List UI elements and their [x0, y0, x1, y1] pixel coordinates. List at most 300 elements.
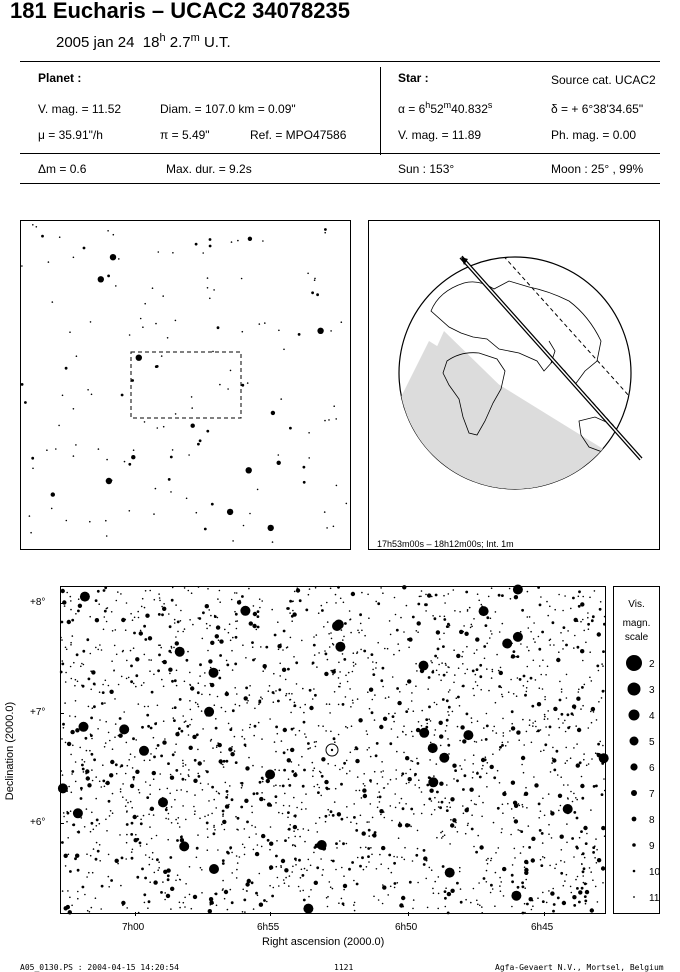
star-dot: [342, 767, 344, 769]
star-dot: [179, 907, 181, 909]
star-dot: [567, 713, 570, 716]
star-dot: [546, 601, 548, 603]
star-delta: δ = + 6°38'34.65": [551, 102, 644, 116]
star-dot: [353, 662, 355, 664]
star-dot: [260, 646, 262, 648]
star-dot: [175, 641, 179, 645]
star-dot: [479, 664, 482, 667]
star-dot: [86, 876, 88, 878]
star-dot: [176, 839, 179, 842]
star-dot: [388, 868, 390, 870]
star-dot: [557, 774, 559, 776]
star-dot: [150, 727, 153, 730]
star-dot: [445, 730, 447, 732]
star-dot: [255, 852, 259, 856]
star-dot: [211, 503, 214, 506]
star-dot: [459, 705, 461, 707]
star-dot: [120, 788, 122, 790]
star-dot: [453, 649, 455, 651]
star-dot: [522, 806, 524, 808]
star-dot: [560, 776, 562, 778]
star-dot: [121, 394, 124, 397]
star-dot: [507, 803, 509, 805]
star-dot: [202, 252, 204, 254]
star-dot: [254, 725, 257, 728]
star-dot: [523, 772, 525, 774]
star-dot: [95, 599, 98, 602]
star-dot: [453, 778, 455, 780]
star-dot: [148, 636, 152, 640]
star-dot: [421, 590, 423, 592]
star-dot: [314, 694, 317, 697]
star-dot: [294, 704, 297, 707]
star-dot: [412, 736, 414, 738]
star-dot: [290, 748, 294, 752]
star-dot: [332, 860, 335, 863]
star-dot: [394, 882, 397, 885]
star-dot: [298, 764, 300, 766]
star-dot: [70, 642, 72, 644]
star-dot: [540, 859, 542, 861]
star-dot: [449, 689, 451, 691]
star-dot: [593, 785, 596, 788]
star-dot: [501, 594, 504, 597]
star-dot: [91, 812, 93, 814]
star-dot: [198, 706, 200, 708]
star-dot: [538, 803, 541, 806]
star-dot: [66, 649, 68, 651]
star-dot: [70, 810, 72, 812]
star-dot: [588, 727, 590, 729]
star-dot: [117, 863, 119, 865]
star-dot: [158, 861, 160, 863]
star-dot: [225, 796, 228, 799]
star-dot: [177, 874, 179, 876]
star-dot: [540, 596, 542, 598]
star-dot: [309, 689, 312, 692]
star-dot: [101, 786, 103, 788]
star-dot: [84, 894, 86, 896]
star-dot: [398, 823, 402, 827]
star-dot: [157, 869, 159, 871]
star-dot: [407, 679, 411, 683]
star-dot: [366, 821, 368, 823]
star-dot: [445, 906, 447, 908]
star-dot: [562, 648, 564, 650]
star-dot: [216, 746, 218, 748]
star-dot: [86, 750, 88, 752]
star-dot: [316, 293, 319, 296]
star-dot: [380, 814, 382, 816]
star-dot: [574, 635, 576, 637]
star-dot: [261, 766, 263, 768]
star-dot: [524, 903, 526, 905]
star-dot: [357, 651, 359, 653]
star-dot: [71, 678, 73, 680]
star-dot: [463, 625, 465, 627]
star-dot: [175, 636, 177, 638]
star-dot: [401, 775, 403, 777]
star-dot: [477, 835, 479, 837]
star-dot: [105, 721, 107, 723]
star-dot: [243, 899, 246, 902]
star-dot: [261, 777, 264, 780]
star-dot: [288, 885, 290, 887]
star-dot: [179, 879, 181, 881]
star-dot: [496, 732, 498, 734]
star-dot: [136, 876, 139, 879]
star-dot: [86, 638, 89, 641]
star-dot: [464, 673, 466, 675]
star-dot: [425, 610, 427, 612]
star-dot: [391, 820, 393, 822]
star-dot: [304, 868, 306, 870]
star-dot: [128, 759, 130, 761]
star-dot: [429, 789, 433, 793]
star-dot: [325, 787, 328, 790]
star-dot: [269, 804, 272, 807]
star-dot: [170, 774, 172, 776]
star-dot: [228, 723, 230, 725]
star-dot: [86, 853, 88, 855]
star-dot: [149, 857, 151, 859]
star-dot: [560, 632, 562, 634]
star-dot: [357, 698, 359, 700]
star-dot: [589, 597, 591, 599]
planet-parallax: π = 5.49": [160, 128, 210, 142]
star-dot: [363, 773, 365, 775]
star-dot: [589, 677, 591, 679]
star-dot: [548, 734, 550, 736]
star-dot: [563, 885, 565, 887]
star-dot: [526, 646, 528, 648]
star-dot: [198, 775, 201, 778]
star-dot: [416, 758, 418, 760]
star-dot: [462, 663, 464, 665]
star-dot: [78, 598, 80, 600]
star-dot: [149, 826, 151, 828]
star-dot: [408, 708, 410, 710]
star-dot: [85, 769, 89, 773]
star-dot: [332, 888, 334, 890]
star-dot: [110, 254, 116, 260]
star-dot: [248, 757, 250, 759]
star-dot: [583, 826, 587, 830]
star-dot: [377, 807, 379, 809]
star-dot: [135, 686, 137, 688]
legend-title-vis: Vis.: [628, 599, 645, 610]
star-dot: [80, 592, 90, 602]
star-dot: [498, 594, 501, 597]
star-dot: [503, 895, 505, 897]
star-dot: [305, 736, 307, 738]
star-dot: [63, 812, 65, 814]
star-dot: [491, 858, 493, 860]
star-dot: [489, 637, 491, 639]
star-dot: [201, 694, 203, 696]
star-dot: [402, 731, 404, 733]
star-dot: [454, 610, 456, 612]
star-dot: [71, 619, 74, 622]
star-dot: [469, 738, 471, 740]
star-dot: [135, 834, 137, 836]
star-dot: [597, 858, 601, 862]
star-dot: [353, 652, 355, 654]
star-dot: [342, 703, 345, 706]
star-dot: [476, 772, 479, 775]
star-dot: [403, 752, 405, 754]
star-dot: [140, 318, 142, 320]
star-dot: [257, 895, 259, 897]
star-dot: [189, 894, 191, 896]
star-dot: [66, 821, 68, 823]
star-dot: [166, 801, 168, 803]
star-dot: [560, 860, 562, 862]
star-dot: [333, 526, 335, 528]
star-dot: [596, 665, 599, 668]
star-dot: [570, 757, 572, 759]
star-dot: [137, 815, 139, 817]
star-dot: [533, 776, 535, 778]
star-dot: [209, 245, 212, 248]
star-dot: [488, 596, 490, 598]
star-dot: [231, 650, 233, 652]
finder-zoom-box: [131, 352, 241, 418]
star-dot: [542, 688, 544, 690]
star-dot: [381, 761, 383, 763]
star-dot: [201, 869, 203, 871]
star-dot: [194, 810, 196, 812]
star-dot: [48, 261, 50, 263]
star-dot: [584, 882, 587, 885]
star-dot: [219, 590, 221, 592]
star-dot: [401, 896, 405, 900]
star-dot: [397, 882, 399, 884]
star-dot: [161, 355, 163, 357]
star-dot: [382, 885, 386, 889]
star-dot: [283, 769, 286, 772]
star-dot: [298, 886, 300, 888]
star-dot: [561, 688, 563, 690]
star-dot: [312, 698, 314, 700]
star-dot: [376, 868, 378, 870]
star-dot: [352, 702, 354, 704]
star-dot: [444, 797, 446, 799]
star-dot: [104, 586, 107, 589]
star-dot: [472, 670, 475, 673]
star-dot: [191, 592, 193, 594]
star-dot: [80, 666, 82, 668]
star-dot: [500, 881, 502, 883]
star-dot: [538, 817, 540, 819]
star-dot: [144, 706, 146, 708]
star-dot: [89, 616, 91, 618]
star-dot: [120, 791, 122, 793]
star-dot: [438, 801, 440, 803]
star-dot: [142, 598, 144, 600]
star-dot: [275, 802, 277, 804]
star-dot: [175, 819, 177, 821]
star-dot: [412, 616, 415, 619]
star-dot: [148, 659, 150, 661]
star-dot: [73, 455, 75, 457]
planet-reference: Ref. = MPO47586: [250, 128, 347, 142]
star-dot: [382, 884, 384, 886]
star-dot: [65, 672, 67, 674]
star-dot: [532, 722, 534, 724]
star-dot: [309, 588, 311, 590]
star-dot: [473, 618, 475, 620]
star-dot: [591, 758, 593, 760]
star-dot: [316, 866, 319, 869]
star-dot: [377, 783, 379, 785]
star-dot: [321, 609, 324, 612]
star-dot: [490, 884, 493, 887]
star-dot: [521, 609, 524, 612]
star-dot: [169, 625, 172, 628]
star-dot: [293, 830, 295, 832]
star-dot: [565, 747, 567, 749]
star-dot: [234, 687, 236, 689]
star-dot: [372, 699, 374, 701]
star-dot: [82, 886, 85, 889]
star-dot: [564, 720, 566, 722]
star-dot: [90, 855, 92, 857]
star-dot: [522, 912, 525, 915]
star-dot: [354, 749, 356, 751]
star-dot: [314, 881, 318, 885]
star-dot: [374, 694, 376, 696]
star-dot: [110, 879, 113, 882]
star-dot: [185, 779, 187, 781]
star-dot: [567, 784, 569, 786]
star-dot: [113, 669, 115, 671]
star-dot: [283, 879, 285, 881]
star-dot: [292, 866, 294, 868]
star-dot: [396, 629, 399, 632]
star-dot: [321, 605, 323, 607]
star-dot: [294, 702, 296, 704]
star-dot: [102, 764, 104, 766]
star-dot: [356, 747, 359, 750]
star-dot: [427, 593, 431, 597]
star-dot: [106, 830, 108, 832]
star-dot: [316, 666, 318, 668]
star-dot: [485, 624, 488, 627]
star-dot: [255, 833, 257, 835]
star-dot: [172, 587, 174, 589]
star-dot: [95, 776, 97, 778]
star-dot: [490, 860, 492, 862]
star-dot: [91, 394, 93, 396]
star-dot: [67, 742, 71, 746]
star-dot: [160, 647, 162, 649]
star-dot: [326, 703, 328, 705]
star-dot: [294, 858, 297, 861]
star-dot: [237, 620, 239, 622]
star-dot: [410, 808, 413, 811]
star-dot: [173, 717, 175, 719]
star-dot: [473, 754, 475, 756]
star-dot: [278, 812, 280, 814]
star-dot: [368, 617, 370, 619]
star-dot: [245, 687, 248, 690]
star-dot: [397, 736, 399, 738]
star-dot: [598, 701, 600, 703]
star-dot: [231, 901, 234, 904]
star-dot: [411, 700, 413, 702]
star-dot: [191, 424, 195, 428]
star-dot: [362, 788, 366, 792]
star-dot: [246, 890, 248, 892]
star-dot: [394, 887, 396, 889]
star-dot: [188, 590, 190, 592]
star-dot: [438, 893, 440, 895]
star-dot: [341, 867, 343, 869]
star-dot: [128, 463, 131, 466]
star-dot: [206, 430, 209, 433]
star-dot: [602, 690, 605, 693]
star-dot: [247, 700, 249, 702]
star-dot: [426, 858, 428, 860]
star-dot: [578, 689, 580, 691]
star-dot: [498, 670, 500, 672]
star-dot: [314, 741, 316, 743]
star-dot: [90, 653, 92, 655]
star-dot: [409, 881, 412, 884]
star-dot: [207, 836, 209, 838]
star-dot: [379, 809, 383, 813]
star-dot: [321, 757, 325, 761]
star-dot: [140, 630, 142, 632]
star-dot: [575, 879, 577, 881]
star-dot: [125, 773, 127, 775]
star-dot: [499, 877, 501, 879]
star-dot: [549, 644, 551, 646]
star-dot: [393, 654, 395, 656]
star-dot: [539, 604, 542, 607]
star-dot: [394, 793, 396, 795]
star-dot: [448, 691, 450, 693]
star-dot: [153, 814, 155, 816]
star-dot: [96, 842, 98, 844]
star-dot: [133, 632, 136, 635]
star-dot: [180, 610, 182, 612]
star-dot: [292, 610, 294, 612]
star-dot: [472, 763, 474, 765]
star-dot: [162, 607, 166, 611]
star-dot: [261, 792, 263, 794]
star-dot: [189, 700, 191, 702]
star-dot: [327, 659, 329, 661]
star-dot: [585, 842, 588, 845]
star-dot: [197, 703, 199, 705]
star-dot: [374, 831, 377, 834]
star-dot: [67, 620, 71, 624]
star-dot: [324, 420, 326, 422]
star-dot: [577, 728, 581, 732]
star-dot: [127, 802, 129, 804]
star-dot: [436, 630, 440, 634]
star-dot: [573, 793, 575, 795]
star-dot: [581, 887, 584, 890]
star-dot: [477, 720, 479, 722]
star-dot: [360, 649, 362, 651]
star-dot: [151, 691, 154, 694]
star-dot: [353, 880, 355, 882]
star-dot: [471, 722, 473, 724]
star-dot: [399, 822, 401, 824]
